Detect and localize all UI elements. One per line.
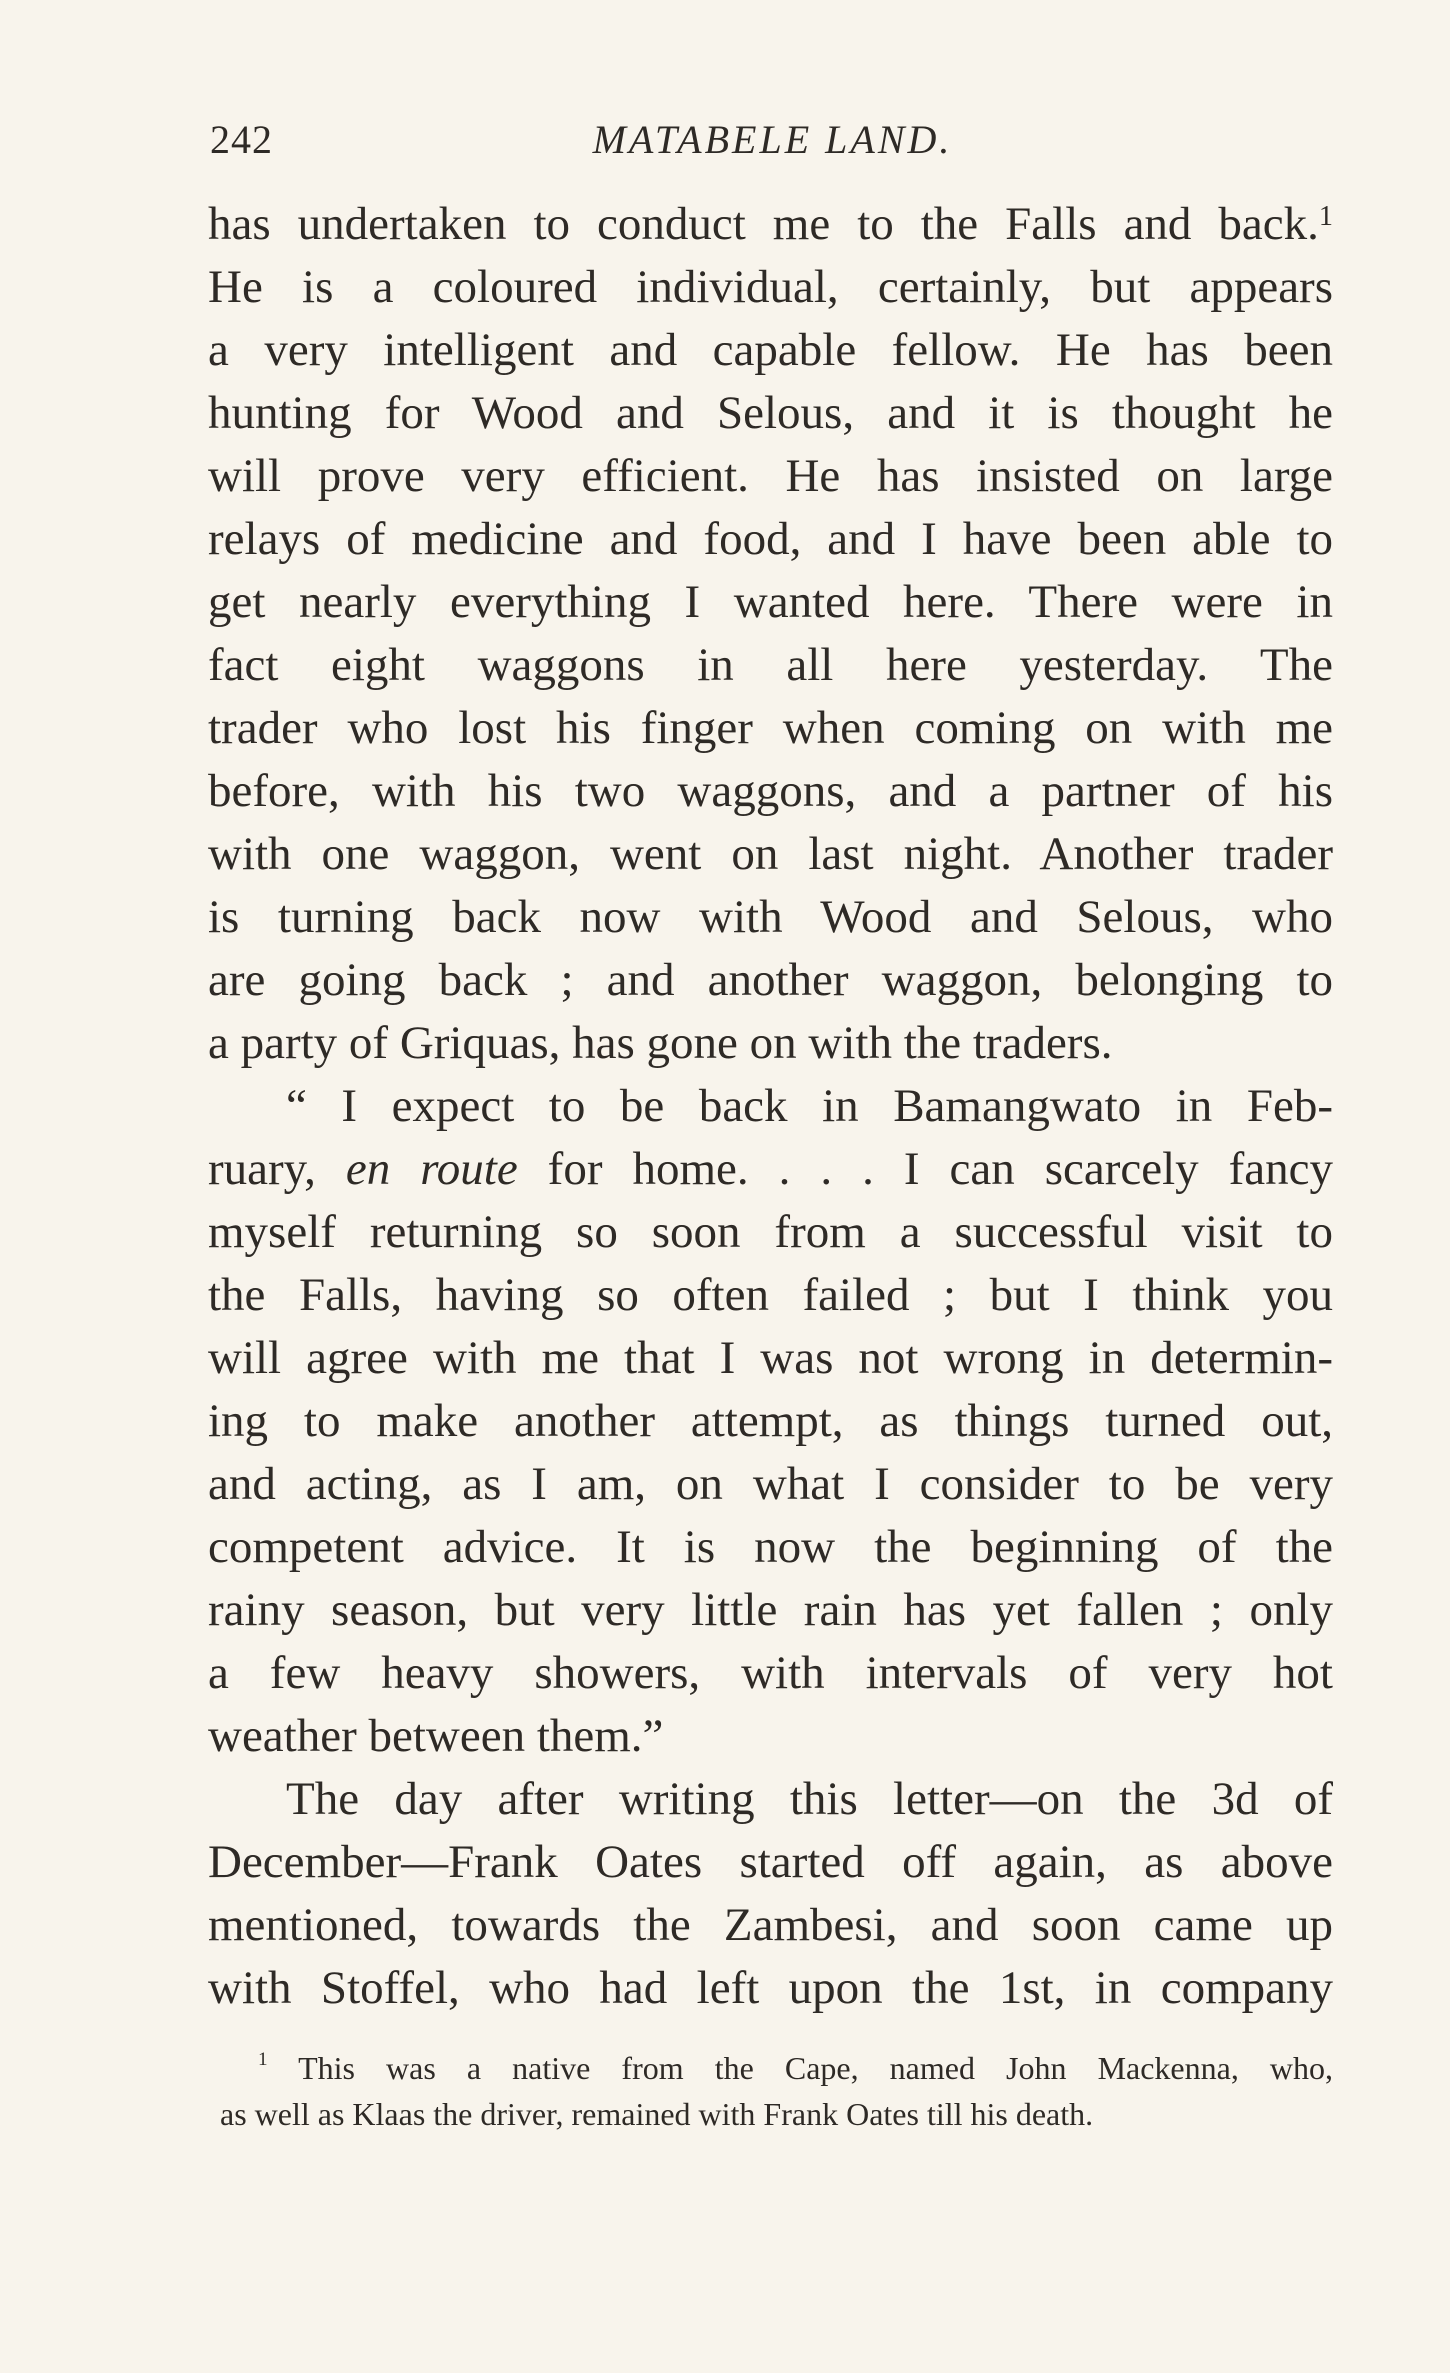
text-line: has undertaken to conduct me to the Falls and back.$^1$ — [208, 198, 1333, 250]
text-line: are going back ; and another waggon, belonging to — [208, 954, 1333, 1006]
text-line: a very intelligent and capable fellow. He has been — [208, 324, 1333, 376]
text-line: will prove very efficient. He has insisted on large — [208, 450, 1333, 502]
text-line: myself returning so soon from a successful visit to — [208, 1206, 1333, 1258]
text-line: He is a coloured individual, certainly, but appears — [208, 261, 1333, 313]
text-line: competent advice. It is now the beginning of the — [208, 1521, 1333, 1573]
text-line: is turning back now with Wood and Selous, who — [208, 891, 1333, 943]
paragraph-end-line: weather between them.” — [208, 1710, 664, 1762]
text-line: and acting, as I am, on what I consider to be very — [208, 1458, 1333, 1510]
footnote-line: $^1$ This was a native from the Cape, named John Mackenna, who, — [258, 2049, 1334, 2086]
paragraph-start-line: “ I expect to be back in Bamangwato in Feb- — [286, 1080, 1333, 1132]
text-line: with Stoffel, who had left upon the 1st, in company — [208, 1962, 1333, 2014]
running-head — [210, 112, 1335, 168]
text-line: ing to make another attempt, as things turned out, — [208, 1395, 1333, 1447]
footnote-line: as well as Klaas the driver, remained with Frank Oates till his death. — [220, 2096, 1094, 2132]
running-title: MATABELE LAND. — [592, 117, 953, 162]
text-line: with one waggon, went on last night. Another trader — [208, 828, 1333, 880]
paragraph-start-line: The day after writing this letter—on the 3d of — [286, 1773, 1333, 1825]
text-line: will agree with me that I was not wrong in determin- — [208, 1332, 1333, 1384]
text-line: relays of medicine and food, and I have been able to — [208, 513, 1333, 565]
text-line: trader who lost his finger when coming on with me — [208, 702, 1333, 754]
text-line: get nearly everything I wanted here. There were in — [208, 576, 1333, 628]
text-line: hunting for Wood and Selous, and it is thought he — [208, 387, 1333, 439]
footnote — [220, 2045, 1333, 2137]
italic-phrase: en route — [345, 1143, 518, 1195]
text-line: rainy season, but very little rain has yet fallen ; only — [208, 1584, 1333, 1636]
page-number: 242 — [210, 117, 273, 162]
footnote-reference: 1 — [1318, 201, 1333, 232]
text-line: a few heavy showers, with intervals of very hot — [208, 1647, 1333, 1699]
text-line: the Falls, having so often failed ; but I think you — [208, 1269, 1333, 1321]
footnote-marker: 1 — [258, 2049, 268, 2070]
text-line: before, with his two waggons, and a partner of his — [208, 765, 1333, 817]
paragraph-end-line: a party of Griquas, has gone on with the traders. — [208, 1017, 1113, 1069]
text-line: ruary, en route for home. . . . I can scarcely fancy — [208, 1143, 1333, 1195]
text-line: December—Frank Oates started off again, as above — [208, 1836, 1333, 1888]
text-line: mentioned, towards the Zambesi, and soon came up — [208, 1899, 1333, 1951]
body-text — [208, 193, 1333, 2020]
text-line: fact eight waggons in all here yesterday. The — [208, 639, 1333, 691]
